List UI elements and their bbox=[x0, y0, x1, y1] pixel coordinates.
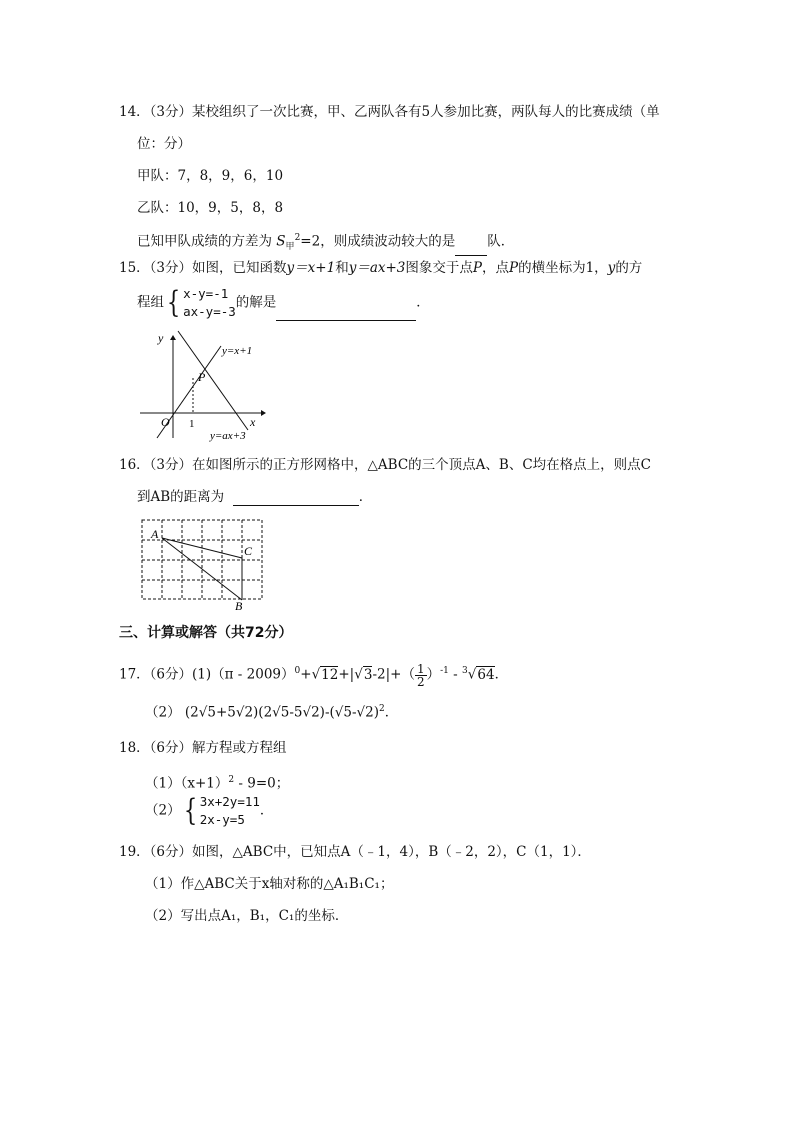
q18-part1 bbox=[145, 771, 289, 793]
x-axis-label: x bbox=[250, 415, 256, 429]
q17-text-a: 17．（6分）(1)（π - 2009） bbox=[119, 666, 295, 683]
q15-answer-blank[interactable] bbox=[276, 306, 416, 321]
q15-func2: y＝ax+3 bbox=[348, 260, 406, 276]
q16-text-a: 到AB的距离为 bbox=[137, 489, 225, 505]
q15-text-a: 15．（3分）如图，已知函数 bbox=[119, 260, 287, 276]
vertex-c-label: C bbox=[244, 544, 253, 558]
q19-part1: （1）作△ABC关于x轴对称的△A₁B₁C₁； bbox=[145, 876, 394, 892]
q14-text-a: 已知甲队成绩的方差为 bbox=[137, 233, 272, 250]
q18-p1-rest: - 9=0； bbox=[234, 775, 290, 792]
q15-point-p2: P bbox=[508, 260, 519, 276]
point-p-label: P bbox=[198, 370, 206, 384]
q17-p2-exp: 2 bbox=[379, 704, 385, 714]
q14-s-sub: 甲 bbox=[285, 242, 295, 253]
q17-plus: + bbox=[300, 666, 312, 683]
q17-paren-close: ） bbox=[426, 666, 441, 683]
q15-brace: { bbox=[166, 285, 181, 320]
q14-team-b: 乙队：10，9，5，8，8 bbox=[137, 200, 284, 216]
q17-p2-expression: (2√5+5√2)(2√5-5√2)-(√5-√2) bbox=[184, 704, 379, 721]
q19-line1: 19．（6分）如图，△ABC中，已知点A（﹣1，4），B（﹣2，2），C（1，1）． bbox=[119, 844, 591, 860]
q15-point-p: P bbox=[472, 260, 482, 276]
q17-abs-close: -2|+（ bbox=[372, 666, 415, 683]
q14-s-sup: 2 bbox=[294, 233, 301, 243]
section-3-heading: 三、计算或解答（共72分） bbox=[119, 625, 293, 641]
q17-p2-end: ． bbox=[384, 704, 399, 721]
tick-label-1: 1 bbox=[189, 418, 195, 430]
line2-label: y=ax+3 bbox=[210, 430, 246, 442]
q15-graph bbox=[135, 326, 270, 446]
q17-cube-index: 3 bbox=[462, 666, 468, 676]
q15-text-solution: 的解是 bbox=[235, 294, 277, 311]
q19-part2: （2）写出点A₁，B₁，C₁的坐标． bbox=[145, 908, 349, 924]
q14-line1: 14．（3分）某校组织了一次比赛，甲、乙两队各有5人参加比赛，两队每人的比赛成绩（单 bbox=[119, 104, 660, 120]
q17-exp-neg1: -1 bbox=[440, 666, 449, 676]
q15-var-y: y bbox=[607, 260, 616, 276]
q18-eq2: 2x-y=5 bbox=[199, 812, 245, 827]
q16-line1: 16．（3分）在如图所示的正方形网格中，△ABC的三个顶点A、B、C均在格点上，则点C bbox=[119, 457, 651, 473]
grid-lines bbox=[142, 520, 262, 599]
q17-p2-label: （2） bbox=[145, 704, 181, 721]
q18-p2-label: （2） bbox=[145, 802, 181, 819]
x-axis-arrow bbox=[261, 410, 266, 416]
q14-line2: 位：分） bbox=[137, 136, 191, 152]
q17-part1: 17．（6分）(1)（π - 2009）$^0$+√12+|√3-2|+（ $\frac{1}{2}$ ）$^{-1}$ - $^3$√64． bbox=[119, 661, 509, 689]
origin-label: O bbox=[161, 415, 170, 429]
q16-grid-figure bbox=[138, 516, 268, 612]
q17-sqrt-3: 3 bbox=[363, 666, 373, 683]
q15-text-b: 图象交于点 bbox=[405, 260, 473, 276]
line1-label: y=x+1 bbox=[222, 345, 253, 357]
q15-equation-system bbox=[183, 285, 236, 321]
q15-text-system: 程组 bbox=[137, 294, 164, 311]
q18-p1-text: （1）（x+1） bbox=[145, 775, 229, 792]
q15-and: 和 bbox=[335, 260, 349, 276]
q18-part2 bbox=[145, 793, 273, 829]
q18-eq1: 3x+2y=11 bbox=[199, 794, 260, 809]
q14-answer-blank[interactable] bbox=[455, 241, 487, 256]
q17-sqrt-12: 12 bbox=[321, 666, 339, 683]
q16-text-end: ． bbox=[358, 489, 373, 505]
q18-title: 18．（6分）解方程或方程组 bbox=[119, 740, 287, 756]
q17-abs-open: +| bbox=[338, 666, 355, 683]
q15-text-end: ． bbox=[416, 294, 430, 311]
q18-equation-system bbox=[200, 793, 260, 829]
q16-line2 bbox=[137, 488, 372, 506]
q17-part2 bbox=[145, 700, 398, 722]
q15-eq1: x-y=-1 bbox=[183, 286, 229, 301]
q18-p1-exp: 2 bbox=[228, 775, 235, 785]
q17-exp-0: 0 bbox=[294, 666, 301, 676]
q15-line1 bbox=[119, 259, 642, 277]
q17-sqrt-64: 64 bbox=[477, 666, 495, 683]
q15-eq2: ax-y=-3 bbox=[183, 304, 236, 319]
q17-end: ． bbox=[494, 666, 509, 683]
y-axis-label: y bbox=[158, 331, 164, 345]
q17-fraction: $\frac{1}{2}$ bbox=[416, 661, 425, 689]
vertex-a-label: A bbox=[151, 527, 159, 541]
q14-s-symbol: S bbox=[276, 233, 286, 250]
q14-team-a: 甲队：7，8，9，6，10 bbox=[137, 168, 284, 184]
q16-answer-blank[interactable] bbox=[233, 491, 359, 506]
q15-text-d: 的横坐标为1， bbox=[518, 260, 608, 276]
y-axis-arrow bbox=[170, 335, 176, 340]
vertex-b-label: B bbox=[235, 599, 243, 612]
q15-text-c: ，点 bbox=[481, 260, 509, 276]
q18-brace: { bbox=[183, 793, 197, 828]
q15-func1: y＝x+1 bbox=[286, 260, 336, 276]
q15-text-e: 的方 bbox=[615, 260, 643, 276]
q15-line2 bbox=[137, 285, 430, 321]
q14-s-value: =2，则成绩波动较大的是 bbox=[300, 233, 456, 250]
q18-p2-end: ． bbox=[259, 802, 274, 819]
q14-line5 bbox=[137, 229, 514, 256]
q17-minus: - bbox=[448, 666, 463, 683]
q14-text-b: 队． bbox=[487, 233, 515, 250]
